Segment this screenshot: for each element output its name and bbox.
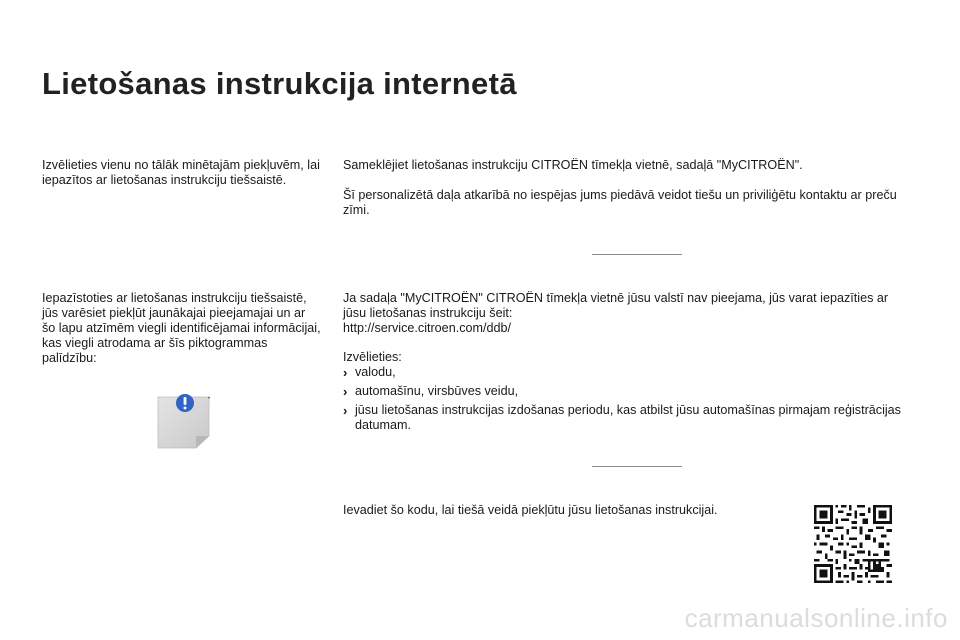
- mycitroen-search-text: Sameklējiet lietošanas instrukciju CITROËN tīmekļa vietnē, sadaļā "MyCITROËN".: [343, 158, 803, 172]
- list-item: › valodu,: [343, 365, 396, 380]
- online-note-text: Iepazīstoties ar lietošanas instrukciju tiešsaistē, jūs varēsiet piekļūt jaunākajai pieejamajai un ar šo lapu atzīmēm viegli identificējamai informācijai, kas viegli atrodama ar šīs piktogrammas palīdzību:: [42, 291, 321, 365]
- intro-text: Izvēlieties vienu no tālāk minētajām piekļuvēm, lai iepazītos ar lietošanas instrukciju tiešsaistē.: [42, 158, 320, 187]
- choose-list: [343, 365, 923, 437]
- qr-code-icon[interactable]: [814, 505, 892, 583]
- chevron-right-icon: ›: [343, 403, 348, 418]
- chevron-right-icon: ›: [343, 365, 348, 380]
- separator: [592, 254, 682, 255]
- svg-text:•: •: [208, 396, 211, 402]
- personalized-section-text: Šī personalizētā daļa atkarībā no iespējas jums piedāvā veidot tiešu un priviliģētu kontaktu ar preču zīmi.: [343, 188, 897, 217]
- page-exclamation-icon: [155, 392, 213, 450]
- qr-instruction-text: Ievadiet šo kodu, lai tiešā veidā piekļūtu jūsu lietošanas instrukcijai.: [343, 503, 718, 517]
- page-title: Lietošanas instrukcija internetā: [42, 66, 517, 101]
- watermark: carmanualsonline.info: [684, 603, 948, 633]
- unavailable-text: Ja sadaļa "MyCITROËN" CITROËN tīmekļa vietnē jūsu valstī nav pieejama, jūs varat iepazīties ar jūsu lietošanas instrukciju šeit:: [343, 291, 889, 320]
- list-item: › jūsu lietošanas instrukcijas izdošanas periodu, kas atbilst jūsu automašīnas pirmajam reģistrācijas datumam.: [343, 403, 901, 432]
- service-url-link[interactable]: http://service.citroen.com/ddb/: [343, 321, 511, 335]
- chevron-right-icon: ›: [343, 384, 348, 399]
- choose-label: Izvēlieties:: [343, 350, 402, 364]
- separator: [592, 466, 682, 467]
- list-item: › automašīnu, virsbūves veidu,: [343, 384, 519, 399]
